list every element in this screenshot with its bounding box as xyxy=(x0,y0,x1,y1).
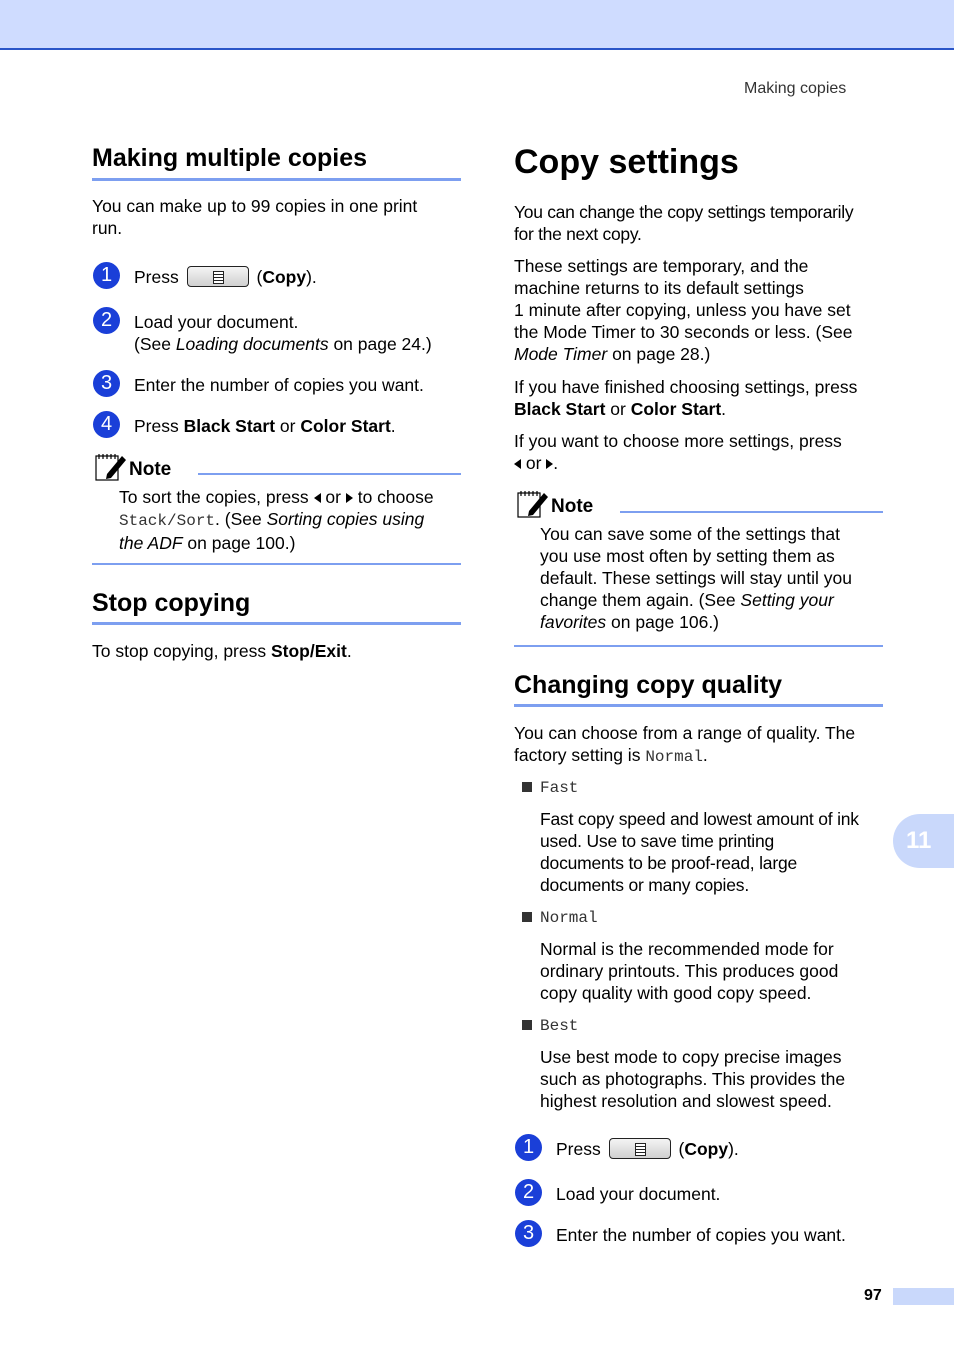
page-title: Copy settings xyxy=(514,143,739,181)
stop-paragraph: To stop copying, press Stop/Exit. xyxy=(92,641,352,661)
option-name: Best xyxy=(540,1017,579,1035)
step-number: 1 xyxy=(93,262,120,289)
settings-paragraph-4: If you want to choose more settings, press or . xyxy=(514,431,842,473)
note-label: Note xyxy=(551,496,594,517)
step-text: Enter the number of copies you want. xyxy=(134,375,424,395)
section-title-multiple-copies: Making multiple copies xyxy=(92,144,368,172)
note-text: To sort the copies, press or to choose Stack/Sort. (See Sorting copies using the ADF on page 100.) xyxy=(119,487,434,553)
step-text: Press (Copy). xyxy=(556,1139,739,1159)
settings-paragraph-2: These settings are temporary, and the machine returns to its default settings 1 minute after copying, unless you have set the Mode Timer to 30 seconds or less. (See Mode Timer on page 28.) xyxy=(514,256,853,364)
option-description: Fast copy speed and lowest amount of ink used. Use to save time printing documents to be proof-read, large documents or many copies. xyxy=(540,809,859,895)
note-pencil-icon xyxy=(95,452,127,482)
step-number: 4 xyxy=(93,411,120,438)
page-number: 97 xyxy=(864,1287,882,1304)
note-bottom-rule xyxy=(514,645,883,647)
step-text: Press (Copy). xyxy=(134,267,317,287)
left-arrow-icon xyxy=(514,459,521,469)
page-number-bar xyxy=(893,1288,954,1305)
note-pencil-icon xyxy=(517,489,549,519)
settings-paragraph-1: You can change the copy settings temporarily for the next copy. xyxy=(514,202,854,244)
section-title-copy-quality: Changing copy quality xyxy=(514,671,783,699)
note-rule xyxy=(620,511,883,513)
note-text: You can save some of the settings that you use most often by setting them as default. These settings will stay until you change them again. (See Setting your favorites on page 106.) xyxy=(540,524,852,632)
option-name: Normal xyxy=(540,909,598,927)
step-text: Load your document. xyxy=(556,1184,721,1204)
copy-key-icon xyxy=(187,266,249,287)
step-text: Press Black Start or Color Start. xyxy=(134,416,396,436)
settings-paragraph-3: If you have finished choosing settings, press Black Start or Color Start. xyxy=(514,377,858,419)
quality-intro: You can choose from a range of quality. The factory setting is Normal. xyxy=(514,723,856,766)
section-rule xyxy=(92,178,461,181)
note-label: Note xyxy=(129,459,172,480)
copy-key-icon xyxy=(609,1138,671,1159)
step-number: 3 xyxy=(515,1220,542,1247)
chapter-tab: 11 xyxy=(893,814,954,868)
option-name: Fast xyxy=(540,779,579,797)
step-text: Load your document. (See Loading documents on page 24.) xyxy=(134,312,432,354)
section-rule xyxy=(514,704,883,707)
option-description: Normal is the recommended mode for ordinary printouts. This produces good copy quality with good copy speed. xyxy=(540,939,839,1003)
note-rule xyxy=(198,473,461,475)
intro-paragraph: You can make up to 99 copies in one print run. xyxy=(92,196,418,238)
bullet-icon xyxy=(522,782,532,792)
header-band xyxy=(0,0,954,50)
option-description: Use best mode to copy precise images such as photographs. This provides the highest resolution and slowest speed. xyxy=(540,1047,846,1111)
right-arrow-icon xyxy=(346,493,353,503)
step-number: 3 xyxy=(93,370,120,397)
left-arrow-icon xyxy=(314,493,321,503)
bullet-icon xyxy=(522,1020,532,1030)
step-number: 2 xyxy=(515,1179,542,1206)
step-text: Enter the number of copies you want. xyxy=(556,1225,846,1245)
section-rule xyxy=(92,622,461,625)
note-bottom-rule xyxy=(92,563,461,565)
running-title: Making copies xyxy=(744,80,847,97)
step-number: 1 xyxy=(515,1134,542,1161)
step-number: 2 xyxy=(93,307,120,334)
bullet-icon xyxy=(522,912,532,922)
section-title-stop-copying: Stop copying xyxy=(92,589,251,617)
